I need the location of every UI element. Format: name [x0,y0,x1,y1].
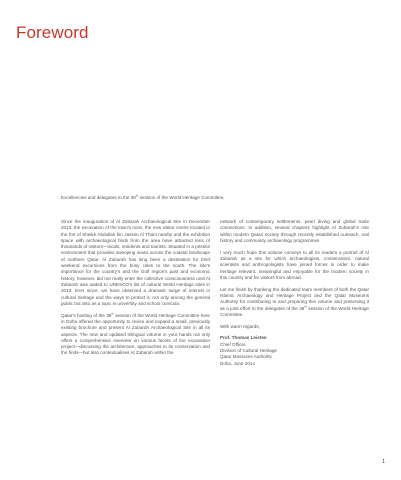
paragraph-text-end: session of the World Heritage Committee. [220,305,369,317]
body-paragraph: Since the inauguration of Al Zubarah Archaeological Site in December 2013, the excavation of the town's ruins, the new visitor centre located in the fort of Sheikh Abdullah bin Jassim Al Thani nearby and the exhibition space with archaeological finds from the area have attracted tens of thousands of visitors—locals, residents and tourists. Situated in a pristine environment that provides sweeping views across the coastal landscape of northern Qatar, Al Zubarah has long been a destination for brief weekend excursions from the busy cities to the south. The site's importance for the country's and the Gulf region's past and economic history, however, did not really enter the collective consciousness until Al Zubarah was added to UNESCO's list of cultural World Heritage sites in 2013. Ever since, we have observed a dramatic surge of interest in cultural heritage and the ways to protect it, not only among the general public but also as a topic in university and school curricula. [61,219,210,306]
left-column [61,219,210,362]
body-paragraph [220,287,369,318]
paragraph-superscript: th [111,311,114,316]
place-and-date: Doha, June 2014 [220,360,255,366]
body-paragraph: I very much hope this volume conveys to all its readers a portrait of Al Zubarah as a site for which archaeologists, conservators, natural scientists and anthropologists have joined forces in order to make heritage relevant, meaningful and enjoyable for the modern society in this country and for visitors from abroad. [220,249,369,280]
signatory-division: Division of Cultural Heritage [220,348,277,354]
right-column [220,219,369,367]
salutation-text-end: session of the World Heritage Committee, [138,195,225,200]
closing-regards: With warm regards, [220,323,260,329]
paragraph-text-start: Let me finish by thanking the dedicated team members of both the Qatar Islamic Archaeology and Heritage Project and the Qatar Museums Authority for contributing to and preparing this volume and presenting it as a joint effort to the delegates of the 38 [220,286,369,311]
paragraph-text-start: Qatar's hosting of the 38 [61,312,112,318]
page-title: Foreword [16,23,89,42]
salutation-superscript: th [135,193,139,198]
salutation [61,195,225,201]
signatory-role: Chief Officer, [220,341,247,347]
signatory-organisation: Qatar Museums Authority [220,354,272,360]
paragraph-text-end: session of the World Heritage Committee here in Doha offered the opportunity to revise and expand a small, previously existing brochure and present Al Zubarah Archaeological Site in all its aspects. The new and updated trilingual volume in your hands not only offers a comprehensive overview on various facets of the excavation project—discussing the architecture, approaches to its conservation and the finds—but also contextualises Al Zubarah within the [61,312,210,356]
body-paragraph [61,313,210,357]
signature-block [220,335,369,366]
signatory-name: Prof. Thomas Leisten [220,335,267,341]
page-number: 1 [382,459,385,465]
body-paragraph: network of contemporary settlements, pearl diving and global trade connections. In addition, several chapters highlight Al Zubarah's role within modern Qatari society through recently established outreach, oral history and community archaeology programmes. [220,219,369,243]
paragraph-superscript: th [304,304,307,309]
salutation-text-start: Excellencies and delegates to the 38 [61,195,136,200]
